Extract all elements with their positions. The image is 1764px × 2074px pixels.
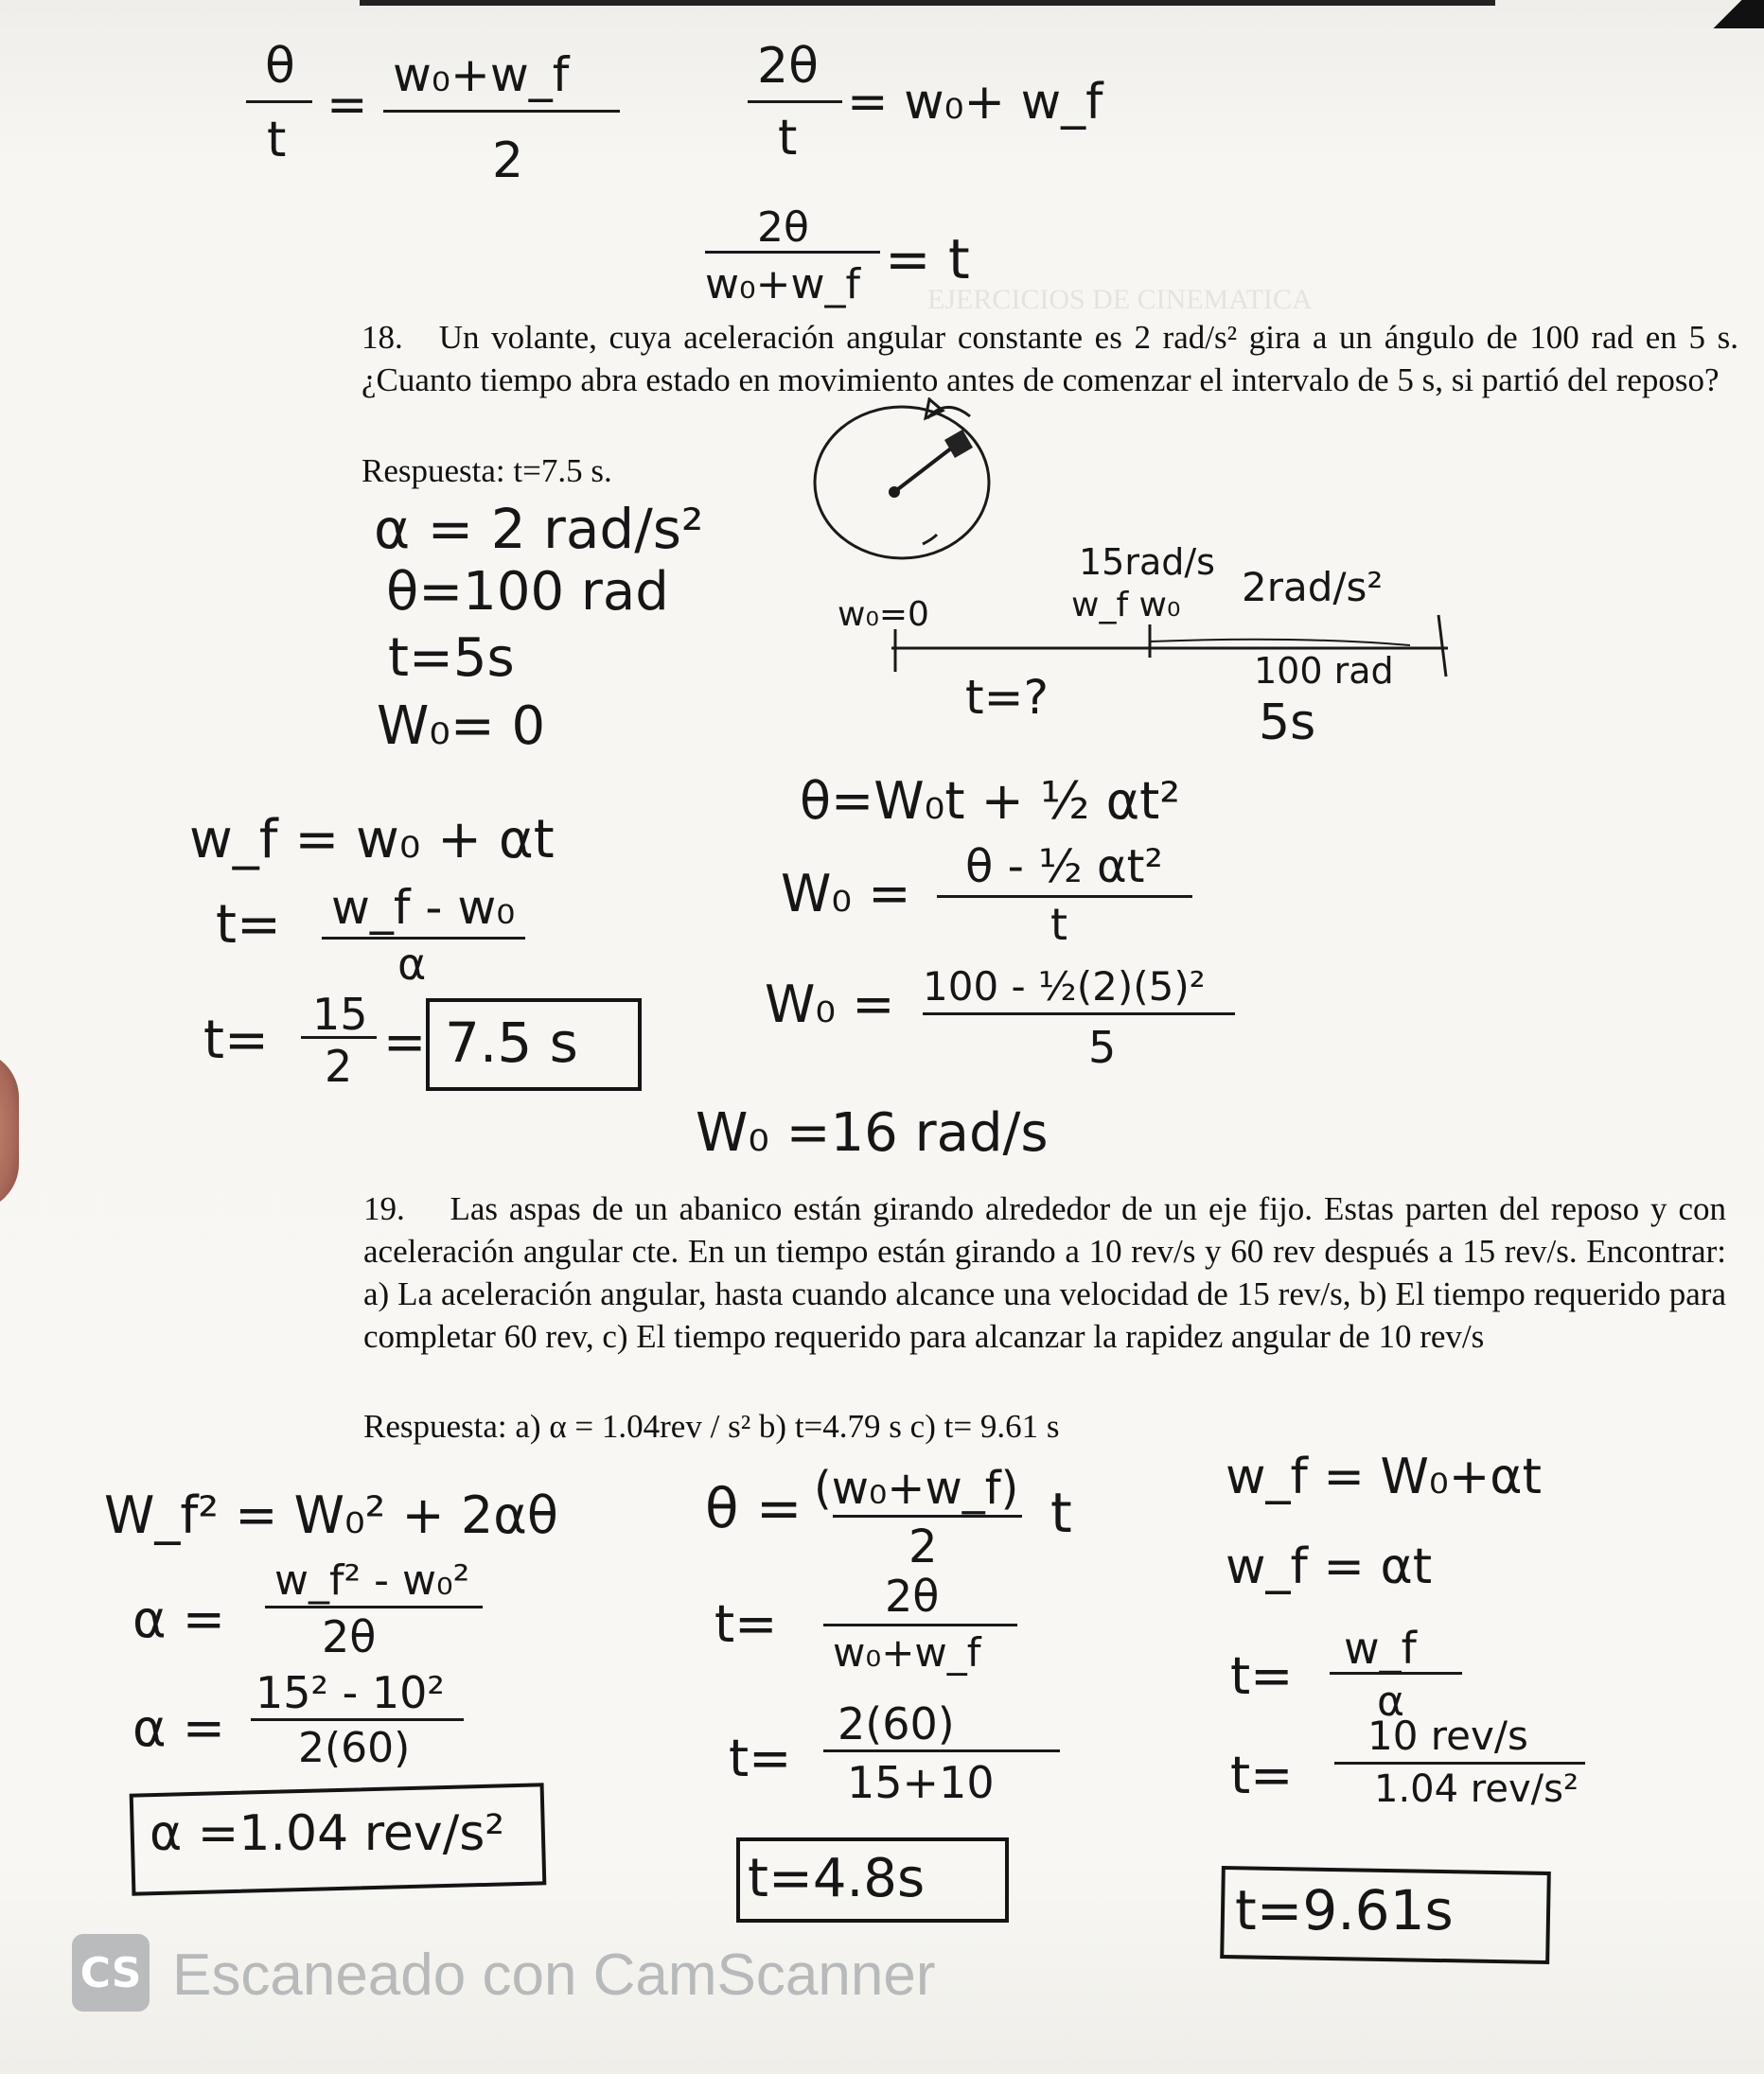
given-time: t=5s [388,627,515,689]
wf-formula: w_f = w₀ + αt [189,809,555,870]
problem-19-text [363,1187,1726,1358]
camscanner-logo: CS [72,1934,150,2012]
t-equals-2: t= [1230,1746,1294,1805]
given-w0: W₀= 0 [377,695,546,757]
bleed-through: EJERCICIOS DE CINEMATICA [927,284,1313,315]
alpha-equals: α = [132,1590,226,1649]
equals: = [326,77,368,133]
wf-formula: w_f = W₀+αt [1226,1449,1542,1505]
camscanner-text: Escaneado con CamScanner [172,1942,936,2008]
problem-statement: Las aspas de un abanico están girando alrededor de un eje fijo. Estas parten del reposo y con aceleración angular cte. En un tiempo están girando a 10 rev/s y 60 rev después a 15 rev/s. Encontrar: a) La aceleración angular, hasta cuando alcance una velocidad de 15 rev/s, b) El tiempo requerido para completar 60 rev, c) El tiempo requerido para alcanzar la rapidez angular de 10 rev/s [363,1190,1727,1355]
wf-simplified: w_f = αt [1226,1538,1433,1595]
result-19b: t=4.8s [748,1848,926,1909]
t-equals-2: t= [203,1010,269,1071]
problem-statement: Un volante, cuya aceleración angular constante es 2 rad/s² gira a un ángulo de 100 rad en 5 s. ¿Cuanto tiempo abra estado en movimiento antes de comenzar el intervalo de 5 s, si partió del reposo? [362,319,1738,398]
diagram-time: 5s [1259,694,1316,751]
theta-formula: θ=W₀t + ½ αt² [800,771,1180,831]
given-alpha: α = 2 rad/s² [374,497,704,561]
diagram-t-unknown: t=? [965,670,1050,725]
t-equals: t= [216,894,281,956]
problem-19-answer: Respuesta: a) α = 1.04rev / s² b) t=4.79 s c) t= 9.61 s [363,1408,1060,1445]
velocity-squared-formula: W_f² = W₀² + 2αθ [104,1485,558,1545]
w0-equals: W₀ = [781,864,911,923]
t-equals-2: t= [729,1729,792,1788]
top-edge-shadow [360,0,1495,6]
diagram-acceleration: 2rad/s² [1242,564,1384,610]
theta-equals: θ = [705,1476,803,1540]
w0-equals-2: W₀ = [765,975,895,1034]
diagram-angle: 100 rad [1254,650,1394,692]
diagram-w0: w₀=0 [838,595,929,634]
finger-edge [0,1050,19,1211]
corner-fold [1707,0,1764,28]
times-t: t [1050,1481,1072,1545]
equals: = [383,1012,427,1072]
diagram-wf-w0: w_f w₀ [1071,586,1181,624]
alpha-equals-2: α = [132,1698,226,1758]
eq2-rhs: = w₀+ w_f [847,74,1103,131]
t-equals: t= [714,1594,778,1654]
result-19c: t=9.61s [1235,1878,1454,1942]
w0-result: W₀ =16 rad/s [696,1102,1049,1164]
problem-18-text [362,316,1738,401]
scanned-page: EJERCICIOS DE CINEMATICA θ t = w₀+w_f 2 2θ t = w₀+ w_f 2θ w₀+w_f = t 18. Un volante, cuya aceleración angular constante es 2 rad/s² gira a un ángulo de 100 rad en 5 s. ¿Cuanto tiempo abra estado en movimiento antes de comenzar el intervalo de 5 s, si partió del reposo? Respuesta: t=7.5 s. α = 2 rad/s² θ=100 rad t=5s W₀= 0 w₀=0 15rad/s w_f w₀ 2rad/s² t=? 100 rad 5s w_f = w₀ + αt t= w_f - w₀ α t= 15 2 = 7.5 s θ=W₀t + ½ αt² W₀ = θ - ½ αt² t W₀ = 100 - ½(2)(5)² 5 W₀ =16 rad/s 19. Las aspas de un abanico están girando alrededor de un eje fijo. Estas parten del reposo y con aceleración angular cte. En un tiempo están girando a 10 rev/s y 60 rev después a 15 rev/s. Encontrar: a) La aceleración angular, hasta cuando alcance una velocidad de 15 rev/s, b) El tiempo requerido para completar 60 rev, c) El tiempo requerido para alcanzar la rapidez angular de 10 rev/s Respuesta: a) α = 1.04rev / s² b) t=4.79 s c) t= 9.61 s W_f² = W₀² + 2αθ α = w_f² - w₀² 2θ α = 15² - 10² 2(60) α =1.04 rev/s² θ = (w₀+w_f) 2 t t= 2θ w₀+w_f t= 2(60) 15+10 t=4.8s w_f = W₀+αt w_f = αt t= w_f α t= 10 rev/s 1.04 rev/s² t=9.61s CS Escaneado con CamScanner [0,0,1764,2074]
diagram-wf-value: 15rad/s [1079,541,1215,583]
result-19a: α =1.04 rev/s² [150,1805,505,1862]
problem-18-answer: Respuesta: t=7.5 s. [362,452,612,489]
eq3-rhs: = t [885,227,970,291]
problem-number: 18. [362,319,403,356]
t-equals: t= [1230,1646,1294,1706]
given-theta: θ=100 rad [386,561,669,623]
problem-number: 19. [363,1190,405,1227]
result-18: 7.5 s [445,1011,578,1075]
